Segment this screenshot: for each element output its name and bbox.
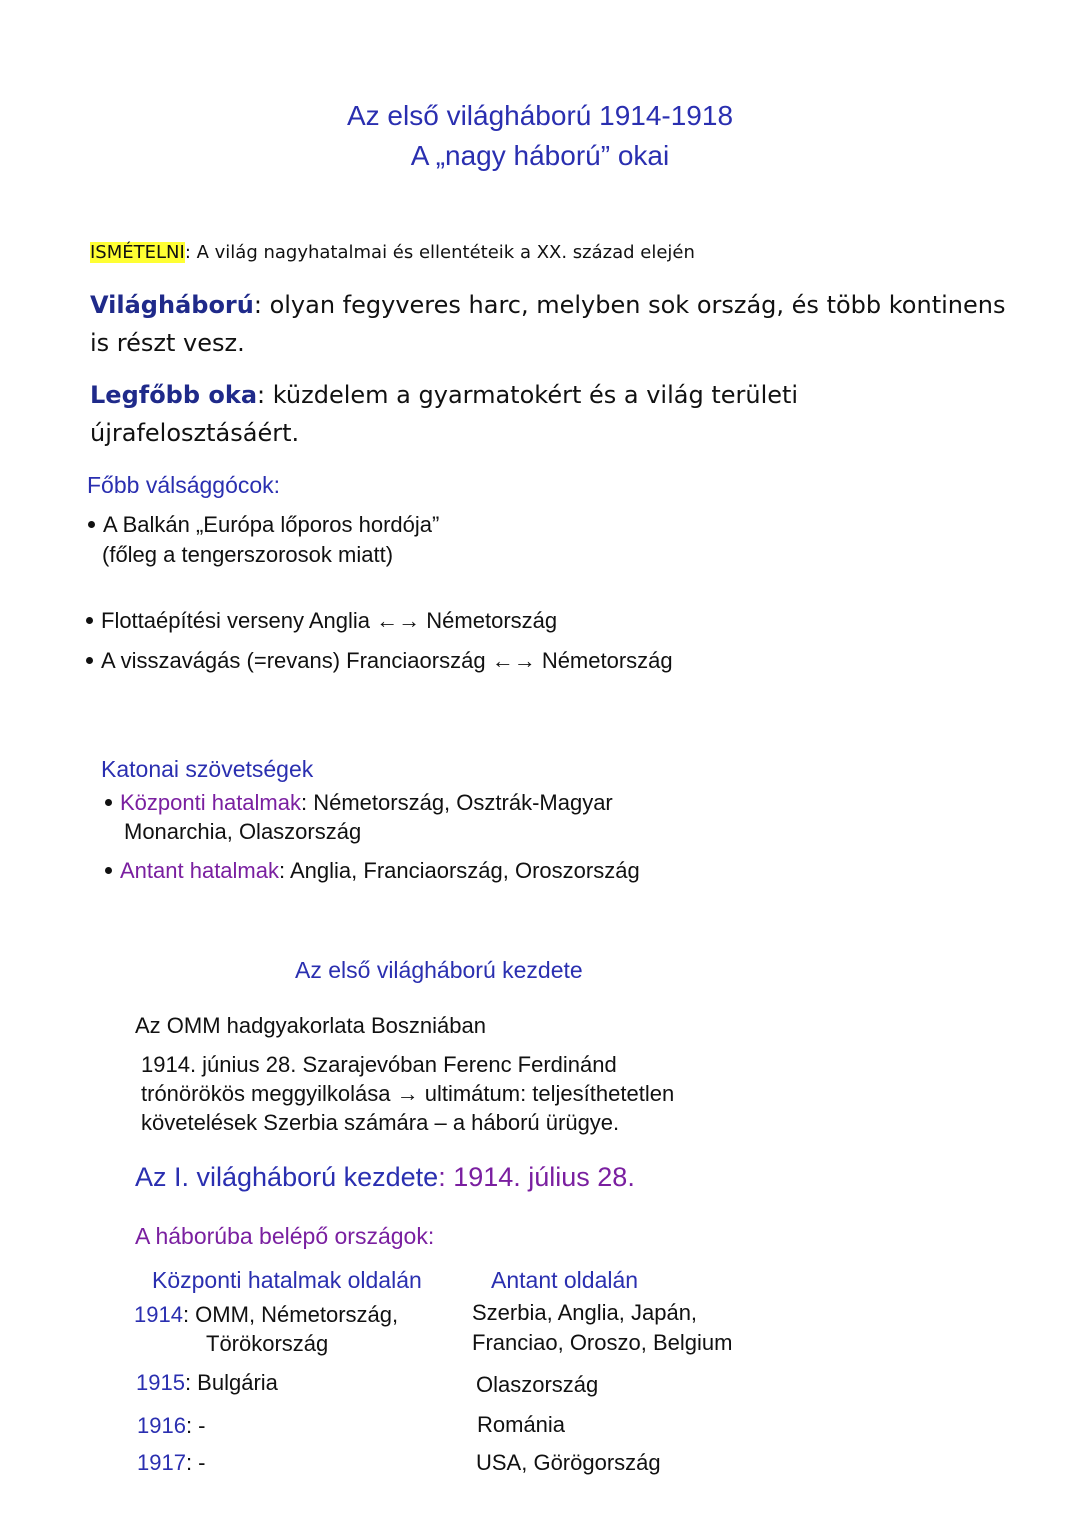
- crisis-heading: Főbb válsággócok:: [87, 472, 281, 498]
- row-year: 1917: [137, 1450, 186, 1475]
- table-row: [136, 1370, 278, 1396]
- row-year: 1914: [134, 1302, 183, 1327]
- table-row: [137, 1450, 206, 1476]
- balkan-line2: (főleg a tengerszorosok miatt): [102, 542, 394, 567]
- main-cause-term: Legfőbb oka: [90, 381, 258, 409]
- row-central-cont: Törökország: [206, 1331, 329, 1356]
- row-central: : -: [185, 1450, 206, 1475]
- assassination-line2-post: ultimátum: teljesíthetetlen: [424, 1081, 675, 1106]
- bullet-dot: [86, 617, 93, 624]
- double-arrow-icon: ←→: [376, 608, 421, 633]
- row-entente: Szerbia, Anglia, Japán,: [472, 1300, 698, 1325]
- crisis-revanche: [86, 648, 673, 674]
- row-year: 1916: [137, 1413, 186, 1438]
- alliance-entente: [105, 858, 640, 884]
- right-arrow-icon: →: [396, 1081, 419, 1106]
- page-title: Az első világháború 1914-1918: [346, 100, 734, 131]
- col-entente-header: Antant oldalán: [491, 1267, 639, 1293]
- review-highlight: ISMÉTELNI: [90, 242, 185, 263]
- revanche-pre: A visszavágás (=revans) Franciaország: [101, 648, 486, 673]
- central-label: Központi hatalmak: [120, 790, 301, 815]
- row-central: : Bulgária: [184, 1370, 278, 1395]
- definition-line2: is részt vesz.: [90, 329, 245, 357]
- central-line1: : Németország, Osztrák-Magyar: [301, 790, 613, 815]
- main-cause-block: [90, 376, 798, 452]
- fleet-post: Németország: [426, 608, 558, 633]
- bullet-dot: [105, 867, 112, 874]
- assassination-line3: követelések Szerbia számára – a háború ürügye.: [141, 1110, 620, 1135]
- row-central: : OMM, Németország,: [182, 1302, 399, 1327]
- assassination-line1: 1914. június 28. Szarajevóban Ferenc Ferdinánd: [141, 1052, 617, 1077]
- assassination-line2-pre: trónörökös meggyilkolása: [141, 1081, 391, 1106]
- assassination-paragraph: [141, 1050, 674, 1137]
- definition-block: [90, 286, 1005, 362]
- war-start-label: Az I. világháború kezdete: [135, 1162, 439, 1192]
- bullet-dot: [105, 799, 112, 806]
- review-note: [90, 242, 695, 263]
- table-row: [134, 1302, 398, 1328]
- col-central-header: Központi hatalmak oldalán: [152, 1267, 422, 1293]
- alliance-central: [105, 790, 613, 816]
- definition-line1: : olyan fegyveres harc, melyben sok ország, és több kontinens: [253, 291, 1006, 319]
- war-start-date: [135, 1162, 635, 1193]
- bullet-dot: [86, 657, 93, 664]
- revanche-post: Németország: [541, 648, 673, 673]
- row-entente: Románia: [477, 1412, 566, 1437]
- start-heading: Az első világháború kezdete: [295, 957, 583, 983]
- fleet-pre: Flottaépítési verseny Anglia: [101, 608, 371, 633]
- crisis-balkan: [88, 512, 439, 538]
- row-entente: Olaszország: [476, 1372, 599, 1397]
- main-cause-line2: újrafelosztásáért.: [90, 419, 300, 447]
- row-central: : -: [185, 1413, 206, 1438]
- central-line2: Monarchia, Olaszország: [124, 819, 362, 844]
- page-subtitle: A „nagy háború” okai: [410, 140, 670, 171]
- row-year: 1915: [136, 1370, 185, 1395]
- main-cause-line1: : küzdelem a gyarmatokért és a világ területi: [257, 381, 799, 409]
- entente-label: Antant hatalmak: [120, 858, 279, 883]
- entering-heading: A háborúba belépő országok:: [135, 1223, 435, 1249]
- double-arrow-icon: ←→: [491, 648, 536, 673]
- bullet-dot: [88, 521, 95, 528]
- crisis-fleet: [86, 608, 557, 634]
- row-entente: USA, Görögország: [476, 1450, 661, 1475]
- alliances-heading: Katonai szövetségek: [101, 756, 314, 782]
- omm-exercise: Az OMM hadgyakorlata Boszniában: [135, 1013, 486, 1038]
- row-entente-cont: Franciao, Oroszo, Belgium: [472, 1330, 733, 1355]
- review-text: : A világ nagyhatalmai és ellentéteik a XX. század elején: [184, 242, 695, 263]
- balkan-line1: A Balkán „Európa lőporos hordója”: [103, 512, 440, 537]
- war-start-value: : 1914. július 28.: [438, 1162, 635, 1192]
- entente-text: : Anglia, Franciaország, Oroszország: [278, 858, 640, 883]
- table-row: [137, 1413, 206, 1439]
- definition-term: Világháború: [90, 291, 254, 319]
